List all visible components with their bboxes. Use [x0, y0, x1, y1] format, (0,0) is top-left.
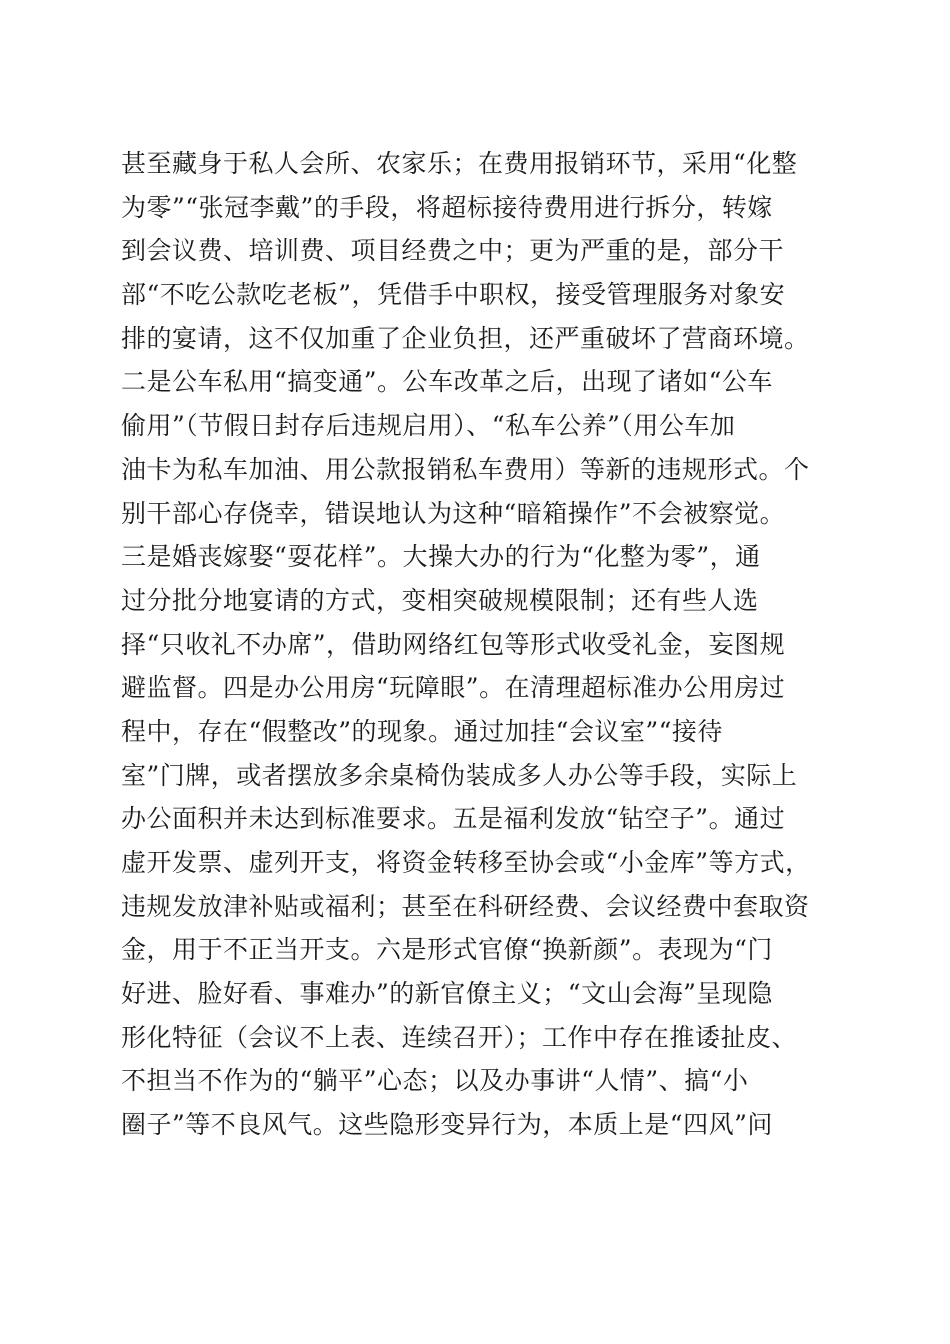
text-line: 别干部心存侥幸，错误地认为这种“暗箱操作”不会被察觉。 — [121, 498, 786, 528]
text-line: 三是婚丧嫁娶“耍花样”。大操大办的行为“化整为零”，通 — [121, 542, 761, 572]
text-line: 形化特征（会议不上表、连续召开）；工作中存在推诿扯皮、 — [121, 1022, 798, 1052]
text-line: 过分批分地宴请的方式，变相突破规模限制；还有些人选 — [121, 585, 759, 615]
text-line: 室”门牌，或者摆放多余桌椅伪装成多人办公等手段，实际上 — [121, 760, 798, 790]
text-line: 偷用”（节假日封存后违规启用）、“私车公养”（用公车加 — [121, 411, 736, 441]
text-line: 二是公车私用“搞变通”。公车改革之后，出现了诸如“公车 — [121, 367, 773, 397]
text-line: 办公面积并未达到标准要求。五是福利发放“钻空子”。通过 — [121, 804, 786, 834]
text-line: 不担当不作为的“躺平”心态；以及办事讲“人情”、搞“小 — [121, 1066, 749, 1096]
text-line: 甚至藏身于私人会所、农家乐；在费用报销环节，采用“化整 — [121, 149, 798, 178]
text-line: 圈子”等不良风气。这些隐形变异行为，本质上是“四风”问 — [121, 1110, 773, 1140]
text-line: 好进、脸好看、事难办”的新官僚主义；“文山会海”呈现隐 — [121, 979, 773, 1009]
text-line: 到会议费、培训费、项目经费之中；更为严重的是，部分干 — [121, 236, 785, 266]
text-line: 虚开发票、虚列开支，将资金转移至协会或“小金库”等方式， — [121, 848, 811, 877]
text-line: 违规发放津补贴或福利；甚至在科研经费、会议经费中套取资 — [121, 891, 810, 921]
text-line: 金，用于不正当开支。六是形式官僚“换新颜”。表现为“门 — [121, 935, 773, 965]
text-line: 程中，存在“假整改”的现象。通过加挂“会议室”“接待 — [121, 716, 723, 746]
text-line: 油卡为私车加油、用公款报销私车费用）等新的违规形式。个 — [121, 454, 810, 484]
text-line: 择“只收礼不办席”，借助网络红包等形式收受礼金，妄图规 — [121, 629, 786, 659]
text-line: 部“不吃公款吃老板”，凭借手中职权，接受管理服务对象安 — [121, 280, 786, 310]
body-text — [121, 142, 831, 1147]
text-line: 避监督。四是办公用房“玩障眼”。在清理超标准办公用房过 — [121, 673, 786, 703]
text-line: 排的宴请，这不仅加重了企业负担，还严重破坏了营商环境。 — [121, 323, 810, 353]
text-line: 为零”“张冠李戴”的手段，将超标接待费用进行拆分，转嫁 — [121, 192, 773, 222]
